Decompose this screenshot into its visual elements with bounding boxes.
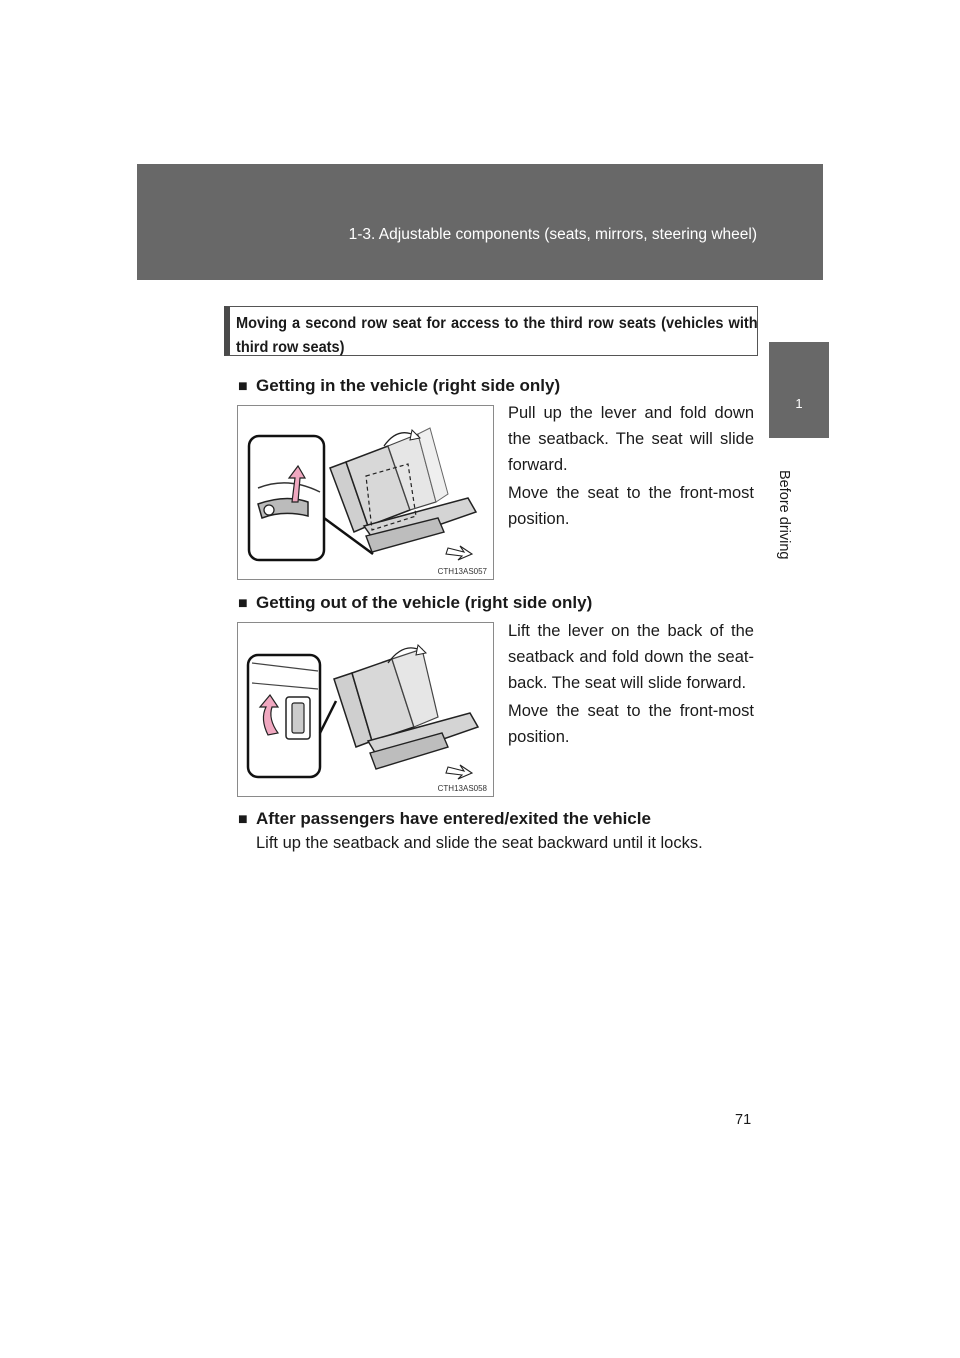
square-bullet-icon: ■	[238, 378, 248, 395]
figure-getting-out	[237, 622, 494, 797]
heading-after-passengers	[238, 809, 651, 829]
heading-getting-in	[238, 376, 560, 396]
paragraph: Move the seat to the front-most position.	[508, 702, 754, 746]
square-bullet-icon: ■	[238, 811, 248, 828]
heading-text: Getting out of the vehicle (right side only)	[256, 593, 593, 612]
paragraph: Move the seat to the front-most position.	[508, 484, 754, 528]
chapter-title: 1-3. Adjustable components (seats, mirrors, steering wheel)	[348, 226, 757, 243]
paragraph: Pull up the lever and fold down the seatback. The seat will slide forward.	[508, 404, 754, 474]
header-band	[137, 164, 823, 280]
heading-text: After passengers have entered/exited the vehicle	[256, 809, 651, 828]
page-number: 71	[735, 1112, 752, 1128]
section-title-box	[224, 306, 758, 356]
figure-getting-in	[237, 405, 494, 580]
chapter-tab	[769, 342, 829, 438]
chapter-label: Before driving	[776, 470, 792, 560]
heading-text: Getting in the vehicle (right side only)	[256, 376, 561, 395]
figure-code: CTH13AS057	[437, 567, 487, 576]
seat-lever-illustration	[238, 406, 495, 581]
figure-code: CTH13AS058	[437, 784, 487, 793]
section-title: Moving a second row seat for access to the third row seats (vehicles with third row seats)	[236, 315, 758, 356]
square-bullet-icon: ■	[238, 595, 248, 612]
heading-getting-out	[238, 593, 592, 613]
chapter-number: 1	[795, 396, 803, 411]
paragraph: Lift the lever on the back of the seatback and fold down the seat-back. The seat will slide forward.	[508, 622, 754, 692]
body-text: Lift up the seatback and slide the seat backward until it locks.	[256, 834, 703, 852]
seat-lever-illustration	[238, 623, 495, 798]
